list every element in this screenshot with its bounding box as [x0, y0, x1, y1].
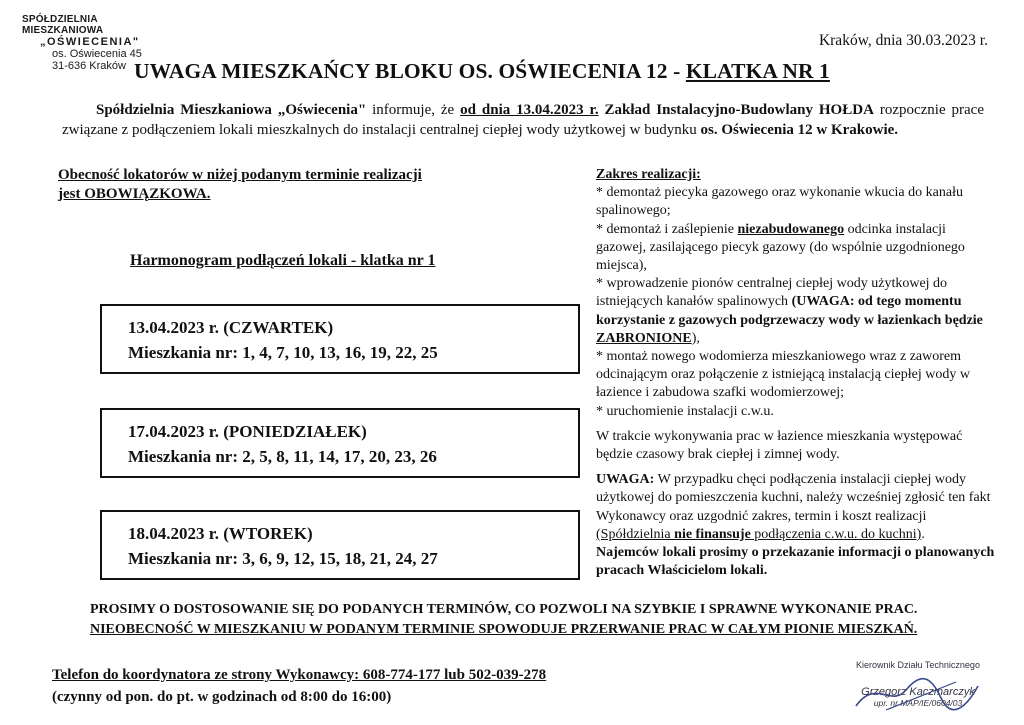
scope-section [596, 166, 996, 580]
scope-item-5: * uruchomienie instalacji c.w.u. [596, 403, 774, 419]
page-title [134, 59, 830, 84]
title-main: UWAGA MIESZKAŃCY BLOKU OS. OŚWIECENIA 12 - [134, 59, 686, 83]
coordinator-contact [52, 664, 546, 708]
signature-name: Grzegorz Kaczmarczyk [861, 686, 975, 698]
intro-contractor-label: Zakład Instalacyjno-Budowlany [598, 102, 819, 118]
signature-role: Kierownik Działu Technicznego [856, 660, 980, 670]
signature-stamp [838, 660, 998, 708]
intro-paragraph [62, 100, 984, 140]
document-date: Kraków, dnia 30.03.2023 r. [818, 32, 988, 49]
scope-note-water: W trakcie wykonywania prac w łazience mieszkania występować będzie czasowy brak ciepłej i zimnej wody. [596, 428, 963, 463]
presence-line-1: Obecność lokatorów w niżej podanym terminie realizacji [58, 167, 422, 183]
schedule-title: Harmonogram podłączeń lokali - klatka nr 1 [130, 252, 436, 269]
stamp-line-2: „OŚWIECENIA" [40, 36, 140, 48]
schedule-box-3 [100, 510, 580, 580]
stamp-line-3: os. Oświecenia 45 [52, 48, 142, 60]
schedule-flats: Mieszkania nr: 1, 4, 7, 10, 13, 16, 19, 22, 25 [128, 343, 438, 362]
schedule-date: 17.04.2023 r. (PONIEDZIAŁEK) [128, 422, 367, 441]
scope-item-2: * demontaż i zaślepienie niezabudowanego odcinka instalacji gazowej, zasilającego piecyk gazowy (do wspólnie uzgodnionego miejsca), [596, 221, 965, 274]
scope-note-kitchen: UWAGA: W przypadku chęci podłączenia instalacji ciepłej wody użytkowej do pomieszczenia kuchni, należy wcześniej zgłosić ten fakt Wykonawcy oraz uzgodnić zakres, termin i koszt realizacji (Spółdzielnia nie finansuje podłączenia c.w.u. do kuchni). [596, 472, 991, 542]
stamp-line-4: 31-636 Kraków [52, 60, 126, 72]
presence-notice [58, 166, 518, 204]
scope-item-3: * wprowadzenie pionów centralnej ciepłej wody użytkowej do istniejących kanałów spalinowych (UWAGA: od tego momentu korzystanie z gazowych podgrzewaczy wody w łazienkach będzie ZABRONIONE), [596, 276, 983, 346]
intro-cooperative: Spółdzielnia Mieszkaniowa „Oświecenia" [96, 102, 367, 118]
schedule-date: 18.04.2023 r. (WTOREK) [128, 524, 313, 543]
schedule-flats: Mieszkania nr: 2, 5, 8, 11, 14, 17, 20, 23, 26 [128, 447, 437, 466]
scope-item-1: * demontaż piecyka gazowego oraz wykonanie wkucia do kanału spalinowego; [596, 185, 963, 219]
footer-line-2: NIEOBECNOŚĆ W MIESZKANIU W PODANYM TERMINIE SPOWODUJE PRZERWANIE PRAC W CAŁYM PIONIE MIESZKAŃ. [90, 622, 918, 637]
phone-hours: (czynny od pon. do pt. w godzinach od 8:00 do 16:00) [52, 689, 392, 705]
phone-line: Telefon do koordynatora ze strony Wykonawcy: 608-774-177 lub 502-039-278 [52, 667, 547, 683]
signature-license: upr. nr MAP/IE/0604/03 [873, 698, 963, 708]
intro-start-date: od dnia 13.04.2023 r. [460, 102, 599, 118]
schedule-box-2 [100, 408, 580, 478]
footer-line-1: PROSIMY O DOSTOSOWANIE SIĘ DO PODANYCH TERMINÓW, CO POZWOLI NA SZYBKIE I SPRAWNE WYKONANIE PRAC. [90, 602, 918, 617]
scope-item-4: * montaż nowego wodomierza mieszkaniowego wraz z zaworem odcinającym oraz połączenie z istniejącą instalacją ciepłej wody w łazience i zabudowa szafki wodomierzowej; [596, 349, 970, 401]
handwritten-signature [846, 668, 986, 718]
presence-line-2: jest OBOWIĄZKOWA. [58, 186, 211, 202]
scope-note-tenants: Najemców lokali prosimy o przekazanie informacji o planowanych pracach Właścicielom lokali. [596, 545, 995, 579]
scope-heading: Zakres realizacji: [596, 167, 701, 182]
footer-notice [90, 600, 970, 640]
schedule-date: 13.04.2023 r. (CZWARTEK) [128, 318, 334, 337]
stamp-line-1: SPÓŁDZIELNIA MIESZKANIOWA [22, 14, 104, 36]
intro-text-1: informuje, że [366, 102, 461, 118]
title-klatka: KLATKA NR 1 [685, 59, 830, 83]
intro-address: os. Oświecenia 12 w Krakowie. [700, 122, 899, 138]
schedule-box-1 [100, 304, 580, 374]
schedule-flats: Mieszkania nr: 3, 6, 9, 12, 15, 18, 21, 24, 27 [128, 549, 438, 568]
intro-contractor-name: HOŁDA [818, 102, 874, 118]
intro-text-2: rozpocznie prace związane z podłączeniem lokali mieszkalnych do instalacji centralnej ciepłej wody użytkowej w budynku [62, 102, 984, 138]
